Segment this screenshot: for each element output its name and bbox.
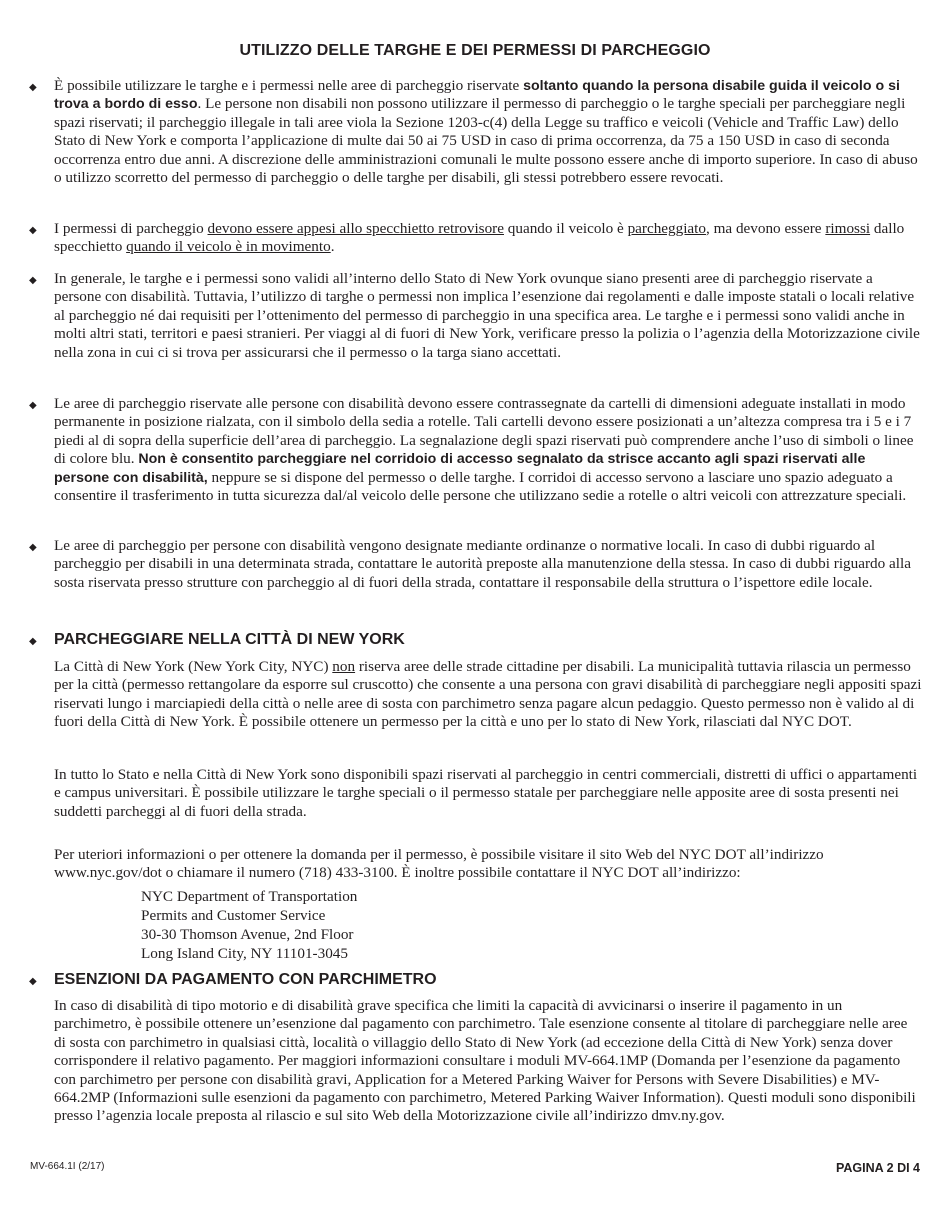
paragraph-signage: Le aree di parcheggio riservate alle persone con disabilità devono essere contrassegnate da cartelli di dimensioni adeguate installati in modo permanente in posizione rialzata, con il simbolo della sedia a rotelle. Tali cartelli devono essere posizionati a un’altezza compresa tra i 5 e i 7 piedi al di sopra della superficie dell’area di parcheggio. La segnalazione degli spazi riservati può comprendere anche l’uso di simboli o linee di colore blu. Non è consentito parcheggiare nel corridoio di accesso segnalato da strisce accanto agli spazi riservati alle persone con disabilità, neppure se si dispone del permesso o delle targhe. I corridoi di accesso servono a lasciare uno spazio adeguato a consentire il trasferimento in tutta sicurezza dal/al veicolo delle persone che utilizzano sedie a rotelle o altri veicoli con attrezzature speciali. xyxy=(54,395,914,505)
address-block xyxy=(141,887,357,963)
underlined-text: non xyxy=(332,658,356,675)
paragraph-hang-permit: I permessi di parcheggio devono essere appesi allo specchietto retrovisore quando il veicolo è parcheggiato, ma devono essere rimossi dallo specchietto quando il veicolo è in movimento. xyxy=(54,220,905,256)
paragraph-usage-rules: È possibile utilizzare le targhe e i permessi nelle aree di parcheggio riservate soltanto quando la persona disabile guida il veicolo o si trova a bordo di esso. Le persone non disabili non possono utilizzare il permesso di parcheggio o le targhe speciali per parcheggiare negli spazi riservati; il parcheggio illegale in tali aree viola la Sezione 1203-c(4) della Legge su traffico e veicoli (Vehicle and Traffic Law) dello Stato di New York e comporta l’applicazione di multe dai 50 ai 75 USD in caso di prima occorrenza, da 75 a 150 USD in caso di seconda occorrenza entro due anni. A discrezione delle amministrazioni comunali le multe possono essere anche di importo superiore. In caso di abuso o utilizzo scorretto del permesso di parcheggio o delle targhe per disabili, gli stessi potrebbero essere revocati. xyxy=(54,77,918,187)
bullet-icon: ◆ xyxy=(29,976,37,987)
paragraph-nyc-permit: La Città di New York (New York City, NYC) non riserva aree delle strade cittadine per disabili. La municipalità tuttavia rilascia un permesso per la città (permesso rettangolare da esporre sul cruscotto) che consente a una persona con gravi disabilità di parcheggiare negli appositi spazi riservati lungo i marciapiedi della città o nelle aree di sosta con parchimetro senza pagare alcun pedaggio. Questo permesso non è valido al di fuori della Città di New York. È possibile ottenere un permesso per la città e uno per lo stato di New York, rilasciati dal NYC DOT. xyxy=(54,658,922,731)
page-number: PAGINA 2 DI 4 xyxy=(835,1161,920,1175)
address-line: 30-30 Thomson Avenue, 2nd Floor xyxy=(141,926,354,943)
paragraph-local-ordinances: Le aree di parcheggio per persone con disabilità vengono designate mediante ordinanze o normative locali. In caso di dubbi riguardo al parcheggio per disabili in una determinata strada, contattare le autorità preposte alla manutenzione della stessa. In caso di dubbi riguardo alla sosta riservata presso strutture con parcheggio al di fuori della strada, contattare il responsabile della struttura o l’ispettore edile locale. xyxy=(54,537,911,591)
address-line: NYC Department of Transportation xyxy=(141,888,358,905)
underlined-text: quando il veicolo è in movimento xyxy=(126,238,331,256)
bold-text: soltanto quando la persona disabile guida il veicolo o si trova a bordo di esso xyxy=(54,78,900,113)
underlined-text: devono essere appesi allo specchietto retrovisore xyxy=(207,220,504,237)
bullet-icon: ◆ xyxy=(29,275,37,286)
bullet-icon: ◆ xyxy=(29,542,37,553)
form-id: MV-664.1I (2/17) xyxy=(30,1161,105,1172)
underlined-text: parcheggiato xyxy=(627,220,706,237)
paragraph-meter-waiver: In caso di disabilità di tipo motorio e di disabilità grave specifica che limiti la capacità di avvicinarsi o inserire il pagamento in un parchimetro, è possibile ottenere un’esenzione dal pagamento con parchimetro. Tale esenzione consente al titolare di parcheggiare nelle aree di sosta con parchimetro in qualsiasi città, località o villaggio dello Stato di New York (ad eccezione della Città di New York) senza dover corrispondere il relativo pagamento. Per maggiori informazioni consultare i moduli MV-664.1MP (Domanda per l’esenzione da pagamento con parchimetro per persone con disabilità gravi, Application for a Metered Parking Waiver for Persons with Severe Disabilities) e MV-664.2MP (Informazioni sulle esenzioni da pagamento con parchimetro, Metered Parking Waiver Information). Questi moduli sono disponibili presso l’agenzia locale preposta al rilascio e sul sito Web della Motorizzazione civile all’indirizzo dmv.ny.gov. xyxy=(54,997,916,1125)
bullet-icon: ◆ xyxy=(29,636,37,647)
section-heading-meter: ESENZIONI DA PAGAMENTO CON PARCHIMETRO xyxy=(54,971,437,988)
paragraph-nyc-contact: Per uteriori informazioni o per ottenere la domanda per il permesso, è possibile visitare il sito Web del NYC DOT all’indirizzo www.nyc.gov/dot o chiamare il numero (718) 433-3100. È inoltre possibile contattare il NYC DOT all’indirizzo: xyxy=(54,846,824,882)
page-title: UTILIZZO DELLE TARGHE E DEI PERMESSI DI PARCHEGGIO xyxy=(239,42,711,59)
address-line: Long Island City, NY 11101-3045 xyxy=(141,945,348,962)
paragraph-nyc-offstreet: In tutto lo Stato e nella Città di New York sono disponibili spazi riservati al parcheggio in centri commerciali, distretti di uffici o appartamenti e campus universitari. È possibile utilizzare le targhe speciali o il permesso statale per parcheggiare nelle apposite aree di sosta presenti nei suddetti parcheggi al di fuori della strada. xyxy=(54,766,918,820)
bold-text: Non è consentito parcheggiare nel corridoio di accesso segnalato da strisce accanto agli spazi riservati alle persone con disabilità, xyxy=(54,451,866,486)
bullet-icon: ◆ xyxy=(29,225,37,236)
bullet-icon: ◆ xyxy=(29,82,37,93)
underlined-text: rimossi xyxy=(825,220,871,237)
paragraph-validity: In generale, le targhe e i permessi sono validi all’interno dello Stato di New York ovunque siano presenti aree di parcheggio riservate a persone con disabilità. Tuttavia, l’utilizzo di targhe o permessi non implica l’esenzione dai regolamenti e dalle imposte statali o locali relative al parcheggio né dai requisiti per l’ottenimento del permesso di parcheggio in una specifica area. Le targhe e i permessi sono validi anche in molti altri stati, territori e paesi stranieri. Per viaggi al di fuori di New York, verificare presso la polizia o l’agenzia della Motorizzazione civile nella zona in cui ci si trova per assicurarsi che il permesso o la targa siano accettati. xyxy=(54,270,920,361)
address-line: Permits and Customer Service xyxy=(141,907,326,924)
bullet-icon: ◆ xyxy=(29,400,37,411)
section-heading-nyc: PARCHEGGIARE NELLA CITTÀ DI NEW YORK xyxy=(54,631,405,648)
